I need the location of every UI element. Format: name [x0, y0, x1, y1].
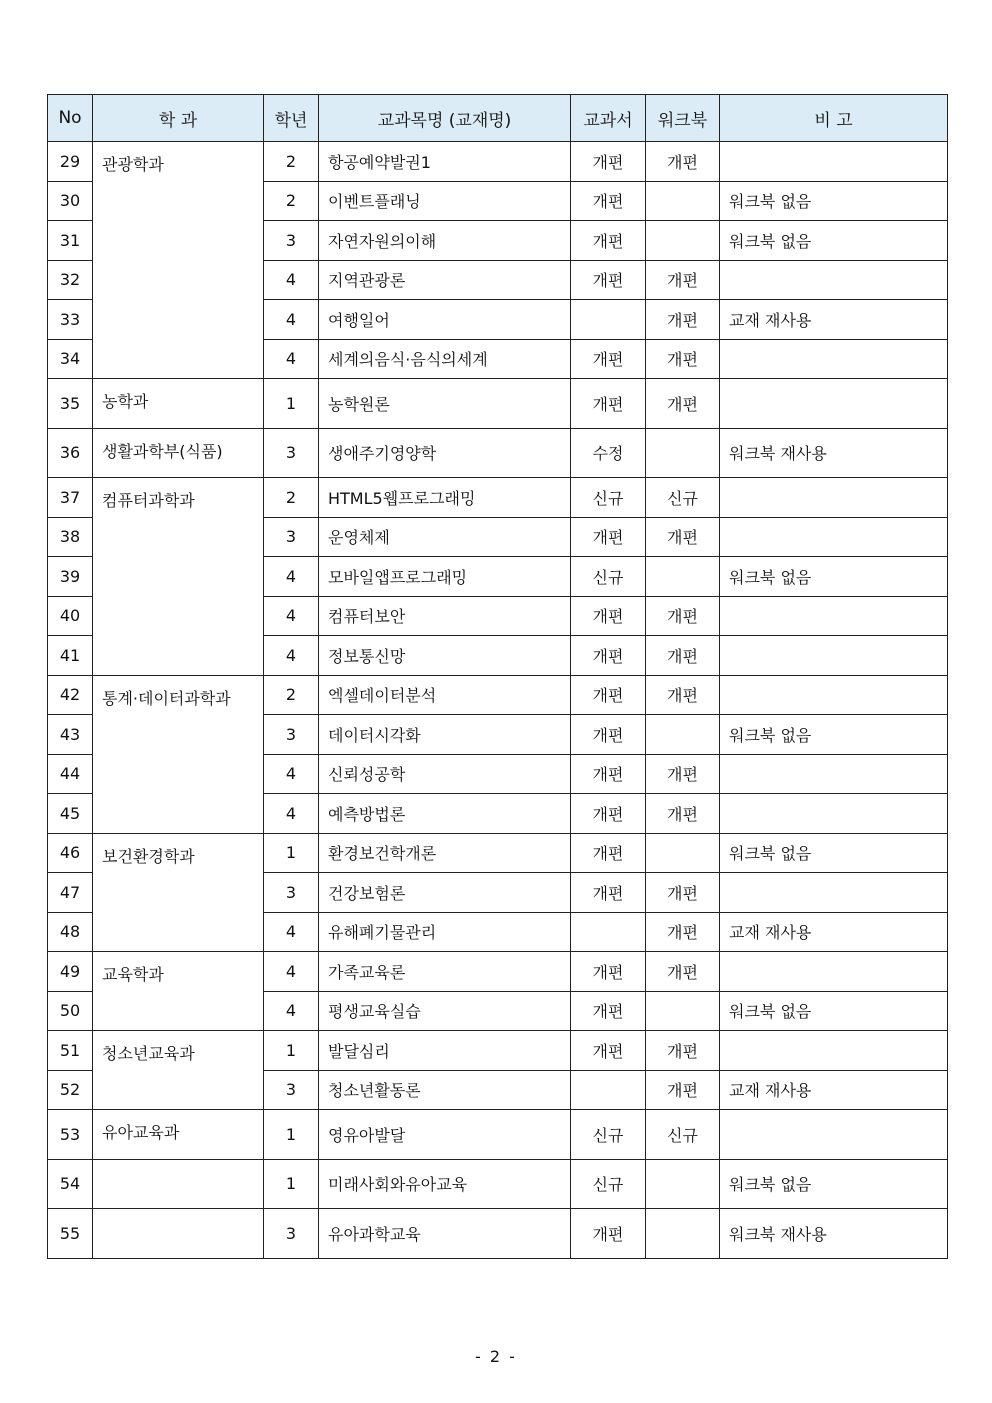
cell-year: 3: [264, 1070, 319, 1110]
cell-year: 3: [264, 715, 319, 755]
cell-note: 워크북 없음: [720, 181, 948, 221]
cell-textbook: [571, 300, 646, 340]
cell-no: 40: [48, 596, 93, 636]
cell-subject: 운영체제: [319, 517, 571, 557]
cell-textbook: 개편: [571, 339, 646, 379]
cell-subject: 모바일앱프로그래밍: [319, 557, 571, 597]
cell-note: 워크북 없음: [720, 833, 948, 873]
cell-textbook: 신규: [571, 1159, 646, 1209]
cell-textbook: 개편: [571, 952, 646, 992]
table-row: [48, 1110, 948, 1160]
cell-workbook: [646, 428, 720, 478]
cell-no: 44: [48, 754, 93, 794]
cell-no: 38: [48, 517, 93, 557]
cell-note: 워크북 없음: [720, 991, 948, 1031]
cell-textbook: 개편: [571, 675, 646, 715]
cell-note: [720, 339, 948, 379]
cell-subject: 데이터시각화: [319, 715, 571, 755]
cell-subject: 엑셀데이터분석: [319, 675, 571, 715]
cell-no: 47: [48, 873, 93, 913]
cell-textbook: 개편: [571, 517, 646, 557]
cell-no: 30: [48, 181, 93, 221]
cell-textbook: 개편: [571, 221, 646, 261]
cell-year: 4: [264, 754, 319, 794]
cell-dept: 청소년교육과: [93, 1031, 264, 1110]
cell-note: [720, 1110, 948, 1160]
cell-year: 3: [264, 1209, 319, 1259]
cell-year: 1: [264, 833, 319, 873]
cell-dept: 농학과: [93, 379, 264, 429]
cell-subject: 세계의음식·음식의세계: [319, 339, 571, 379]
cell-workbook: 개편: [646, 260, 720, 300]
cell-subject: HTML5웹프로그래밍: [319, 478, 571, 518]
cell-textbook: 개편: [571, 636, 646, 676]
cell-workbook: 개편: [646, 912, 720, 952]
cell-textbook: 개편: [571, 1031, 646, 1071]
header-subject: 교과목명 (교재명): [319, 95, 571, 142]
cell-textbook: 개편: [571, 596, 646, 636]
cell-textbook: 수정: [571, 428, 646, 478]
cell-no: 46: [48, 833, 93, 873]
cell-workbook: 신규: [646, 1110, 720, 1160]
header-no: No: [48, 95, 93, 142]
cell-dept: 컴퓨터과학과: [93, 478, 264, 676]
cell-no: 29: [48, 142, 93, 182]
cell-subject: 컴퓨터보안: [319, 596, 571, 636]
cell-note: 워크북 없음: [720, 715, 948, 755]
cell-note: [720, 260, 948, 300]
cell-year: 4: [264, 912, 319, 952]
cell-subject: 예측방법론: [319, 794, 571, 834]
cell-no: 33: [48, 300, 93, 340]
cell-workbook: 개편: [646, 636, 720, 676]
cell-subject: 여행일어: [319, 300, 571, 340]
cell-note: [720, 142, 948, 182]
cell-subject: 지역관광론: [319, 260, 571, 300]
cell-textbook: 개편: [571, 833, 646, 873]
cell-subject: 청소년활동론: [319, 1070, 571, 1110]
cell-year: 3: [264, 873, 319, 913]
cell-workbook: [646, 221, 720, 261]
table-body: [48, 142, 948, 1259]
cell-year: 4: [264, 794, 319, 834]
cell-year: 2: [264, 675, 319, 715]
table-row: [48, 1209, 948, 1259]
cell-workbook: 개편: [646, 339, 720, 379]
cell-no: 37: [48, 478, 93, 518]
cell-workbook: [646, 833, 720, 873]
cell-workbook: 개편: [646, 675, 720, 715]
cell-no: 49: [48, 952, 93, 992]
cell-year: 4: [264, 339, 319, 379]
header-dept: 학 과: [93, 95, 264, 142]
cell-note: [720, 636, 948, 676]
table-row: [48, 833, 948, 873]
header-workbook: 워크북: [646, 95, 720, 142]
cell-no: 32: [48, 260, 93, 300]
header-year: 학년: [264, 95, 319, 142]
cell-no: 31: [48, 221, 93, 261]
table-row: [48, 428, 948, 478]
cell-subject: 정보통신망: [319, 636, 571, 676]
cell-workbook: 신규: [646, 478, 720, 518]
cell-year: 1: [264, 1110, 319, 1160]
cell-subject: 농학원론: [319, 379, 571, 429]
cell-note: [720, 794, 948, 834]
cell-year: 4: [264, 300, 319, 340]
cell-year: 4: [264, 952, 319, 992]
table-row: [48, 1159, 948, 1209]
cell-no: 48: [48, 912, 93, 952]
cell-textbook: 개편: [571, 794, 646, 834]
cell-dept: 통계·데이터과학과: [93, 675, 264, 833]
cell-workbook: [646, 1209, 720, 1259]
cell-subject: 영유아발달: [319, 1110, 571, 1160]
table-row: [48, 675, 948, 715]
cell-no: 36: [48, 428, 93, 478]
cell-dept: 교육학과: [93, 952, 264, 1031]
cell-note: [720, 379, 948, 429]
cell-subject: 평생교육실습: [319, 991, 571, 1031]
cell-no: 50: [48, 991, 93, 1031]
cell-subject: 자연자원의이해: [319, 221, 571, 261]
cell-textbook: 개편: [571, 754, 646, 794]
cell-subject: 가족교육론: [319, 952, 571, 992]
cell-subject: 신뢰성공학: [319, 754, 571, 794]
cell-year: 4: [264, 991, 319, 1031]
cell-note: 워크북 재사용: [720, 428, 948, 478]
cell-workbook: 개편: [646, 794, 720, 834]
cell-year: 2: [264, 142, 319, 182]
cell-workbook: 개편: [646, 1031, 720, 1071]
cell-textbook: 개편: [571, 1209, 646, 1259]
cell-subject: 발달심리: [319, 1031, 571, 1071]
cell-no: 52: [48, 1070, 93, 1110]
cell-no: 53: [48, 1110, 93, 1160]
header-row: [48, 95, 948, 142]
cell-no: 43: [48, 715, 93, 755]
course-table: [47, 94, 948, 1259]
page-number: - 2 -: [475, 1347, 517, 1366]
cell-workbook: 개편: [646, 517, 720, 557]
cell-workbook: [646, 715, 720, 755]
cell-note: [720, 952, 948, 992]
cell-workbook: 개편: [646, 754, 720, 794]
cell-textbook: 개편: [571, 873, 646, 913]
cell-note: [720, 675, 948, 715]
cell-no: 45: [48, 794, 93, 834]
table-row: [48, 952, 948, 992]
cell-textbook: [571, 912, 646, 952]
cell-textbook: [571, 1070, 646, 1110]
cell-workbook: 개편: [646, 873, 720, 913]
cell-year: 3: [264, 517, 319, 557]
table-row: [48, 1031, 948, 1071]
cell-dept: 생활과학부(식품): [93, 428, 264, 478]
cell-dept: 보건환경학과: [93, 833, 264, 952]
cell-dept: [93, 1159, 264, 1209]
cell-no: 54: [48, 1159, 93, 1209]
cell-workbook: [646, 991, 720, 1031]
cell-textbook: 개편: [571, 991, 646, 1031]
cell-note: [720, 873, 948, 913]
table-row: [48, 379, 948, 429]
cell-subject: 유아과학교육: [319, 1209, 571, 1259]
cell-note: [720, 1031, 948, 1071]
cell-textbook: 개편: [571, 181, 646, 221]
cell-workbook: 개편: [646, 142, 720, 182]
cell-no: 35: [48, 379, 93, 429]
cell-year: 1: [264, 379, 319, 429]
cell-year: 4: [264, 636, 319, 676]
cell-year: 2: [264, 478, 319, 518]
cell-dept: 관광학과: [93, 142, 264, 379]
cell-note: 교재 재사용: [720, 912, 948, 952]
cell-year: 3: [264, 428, 319, 478]
cell-textbook: 신규: [571, 1110, 646, 1160]
cell-note: 교재 재사용: [720, 300, 948, 340]
cell-workbook: 개편: [646, 1070, 720, 1110]
cell-no: 34: [48, 339, 93, 379]
cell-note: 워크북 재사용: [720, 1209, 948, 1259]
cell-subject: 환경보건학개론: [319, 833, 571, 873]
cell-no: 39: [48, 557, 93, 597]
cell-textbook: 개편: [571, 142, 646, 182]
table-row: [48, 478, 948, 518]
cell-workbook: [646, 181, 720, 221]
header-textbook: 교과서: [571, 95, 646, 142]
cell-no: 42: [48, 675, 93, 715]
cell-textbook: 개편: [571, 260, 646, 300]
cell-note: 워크북 없음: [720, 557, 948, 597]
cell-year: 4: [264, 260, 319, 300]
cell-dept: 유아교육과: [93, 1110, 264, 1160]
cell-subject: 유해폐기물관리: [319, 912, 571, 952]
cell-year: 4: [264, 596, 319, 636]
cell-workbook: 개편: [646, 300, 720, 340]
cell-workbook: 개편: [646, 952, 720, 992]
cell-subject: 미래사회와유아교육: [319, 1159, 571, 1209]
cell-note: [720, 478, 948, 518]
table-header: [48, 95, 948, 142]
cell-workbook: [646, 557, 720, 597]
cell-year: 2: [264, 181, 319, 221]
cell-note: 워크북 없음: [720, 221, 948, 261]
cell-note: 워크북 없음: [720, 1159, 948, 1209]
cell-year: 3: [264, 221, 319, 261]
cell-no: 41: [48, 636, 93, 676]
cell-note: [720, 517, 948, 557]
cell-workbook: 개편: [646, 596, 720, 636]
cell-no: 51: [48, 1031, 93, 1071]
cell-year: 1: [264, 1159, 319, 1209]
cell-textbook: 신규: [571, 557, 646, 597]
cell-year: 1: [264, 1031, 319, 1071]
cell-subject: 생애주기영양학: [319, 428, 571, 478]
table-row: [48, 142, 948, 182]
cell-note: [720, 754, 948, 794]
cell-subject: 이벤트플래닝: [319, 181, 571, 221]
cell-textbook: 개편: [571, 715, 646, 755]
cell-subject: 건강보험론: [319, 873, 571, 913]
cell-year: 4: [264, 557, 319, 597]
cell-subject: 항공예약발권1: [319, 142, 571, 182]
cell-workbook: [646, 1159, 720, 1209]
cell-dept: [93, 1209, 264, 1259]
cell-no: 55: [48, 1209, 93, 1259]
cell-note: [720, 596, 948, 636]
cell-textbook: 개편: [571, 379, 646, 429]
cell-workbook: 개편: [646, 379, 720, 429]
cell-note: 교재 재사용: [720, 1070, 948, 1110]
cell-textbook: 신규: [571, 478, 646, 518]
header-note: 비 고: [720, 95, 948, 142]
